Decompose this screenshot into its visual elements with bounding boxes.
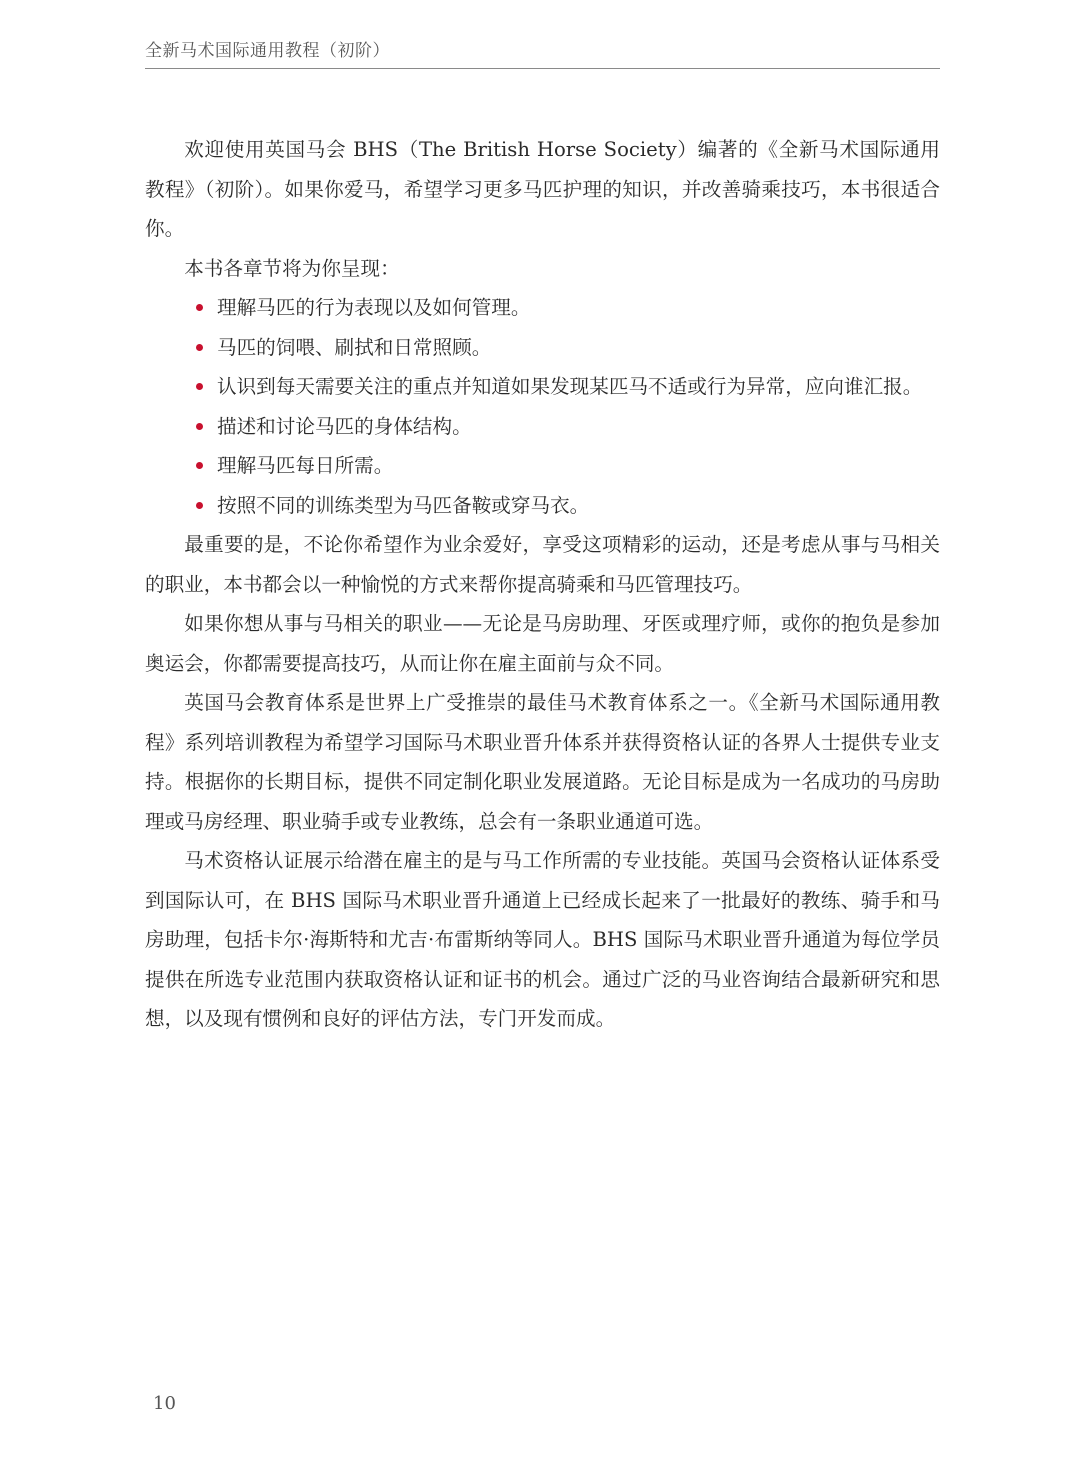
list-item bbox=[217, 486, 940, 526]
page-number: 10 bbox=[153, 1393, 176, 1414]
paragraph: 如果你想从事与马相关的职业——无论是马房助理、牙医或理疗师，或你的抱负是参加奥运会，你都需要提高技巧，从而让你在雇主面前与众不同。 bbox=[145, 612, 940, 675]
list-item-text: 描述和讨论马匹的身体结构。 bbox=[217, 414, 472, 438]
list-item-text: 理解马匹每日所需。 bbox=[217, 454, 394, 477]
chapter-bullet-list bbox=[145, 288, 940, 525]
list-item bbox=[217, 328, 940, 368]
bullet-dot-icon bbox=[196, 423, 203, 430]
body-text bbox=[145, 130, 940, 1039]
list-item bbox=[217, 407, 940, 447]
bullet-dot-icon bbox=[196, 462, 203, 469]
bullet-dot-icon bbox=[196, 304, 203, 311]
bullet-dot-icon bbox=[196, 383, 203, 390]
bullet-dot-icon bbox=[196, 344, 203, 351]
list-item-text: 理解马匹的行为表现以及如何管理。 bbox=[217, 296, 531, 319]
book-title: 全新马术国际通用教程（初阶） bbox=[145, 41, 390, 61]
paragraph: 英国马会教育体系是世界上广受推崇的最佳马术教育体系之一。《全新马术国际通用教程》系列培训教程为希望学习国际马术职业晋升体系并获得资格认证的各界人士提供专业支持。根据你的长期目标，提供不同定制化职业发展道路。无论目标是成为一名成功的马房助理或马房经理、职业骑手或专业教练，总会有一条职业通道可选。 bbox=[145, 691, 940, 833]
list-item bbox=[217, 446, 940, 486]
paragraph: 本书各章节将为你呈现： bbox=[184, 256, 400, 280]
list-item bbox=[217, 288, 940, 328]
list-item-text: 认识到每天需要关注的重点并知道如果发现某匹马不适或行为异常，应向谁汇报。 bbox=[217, 375, 923, 398]
list-item bbox=[217, 367, 940, 407]
bullet-dot-icon bbox=[196, 502, 203, 509]
paragraph: 最重要的是，不论你希望作为业余爱好，享受这项精彩的运动，还是考虑从事与马相关的职业，本书都会以一种愉悦的方式来帮你提高骑乘和马匹管理技巧。 bbox=[145, 533, 940, 596]
list-item-text: 按照不同的训练类型为马匹备鞍或穿马衣。 bbox=[217, 493, 590, 517]
paragraph: 马术资格认证展示给潜在雇主的是与马工作所需的专业技能。英国马会资格认证体系受到国际认可，在 BHS 国际马术职业晋升通道上已经成长起来了一批最好的教练、骑手和马房助理，包括卡尔·海斯特和尤吉·布雷斯纳等同人。BHS 国际马术职业晋升通道为每位学员提供在所选专业范围内获取资格认证和证书的机会。通过广泛的马业咨询结合最新研究和思想，以及现有惯例和良好的评估方法，专门开发而成。 bbox=[145, 849, 940, 1030]
paragraph: 欢迎使用英国马会 BHS（The British Horse Society）编著的《全新马术国际通用教程》（初阶）。如果你爱马，希望学习更多马匹护理的知识，并改善骑乘技巧，本书很适合你。 bbox=[145, 138, 940, 240]
running-header bbox=[145, 34, 940, 69]
list-item-text: 马匹的饲喂、刷拭和日常照顾。 bbox=[217, 335, 492, 359]
